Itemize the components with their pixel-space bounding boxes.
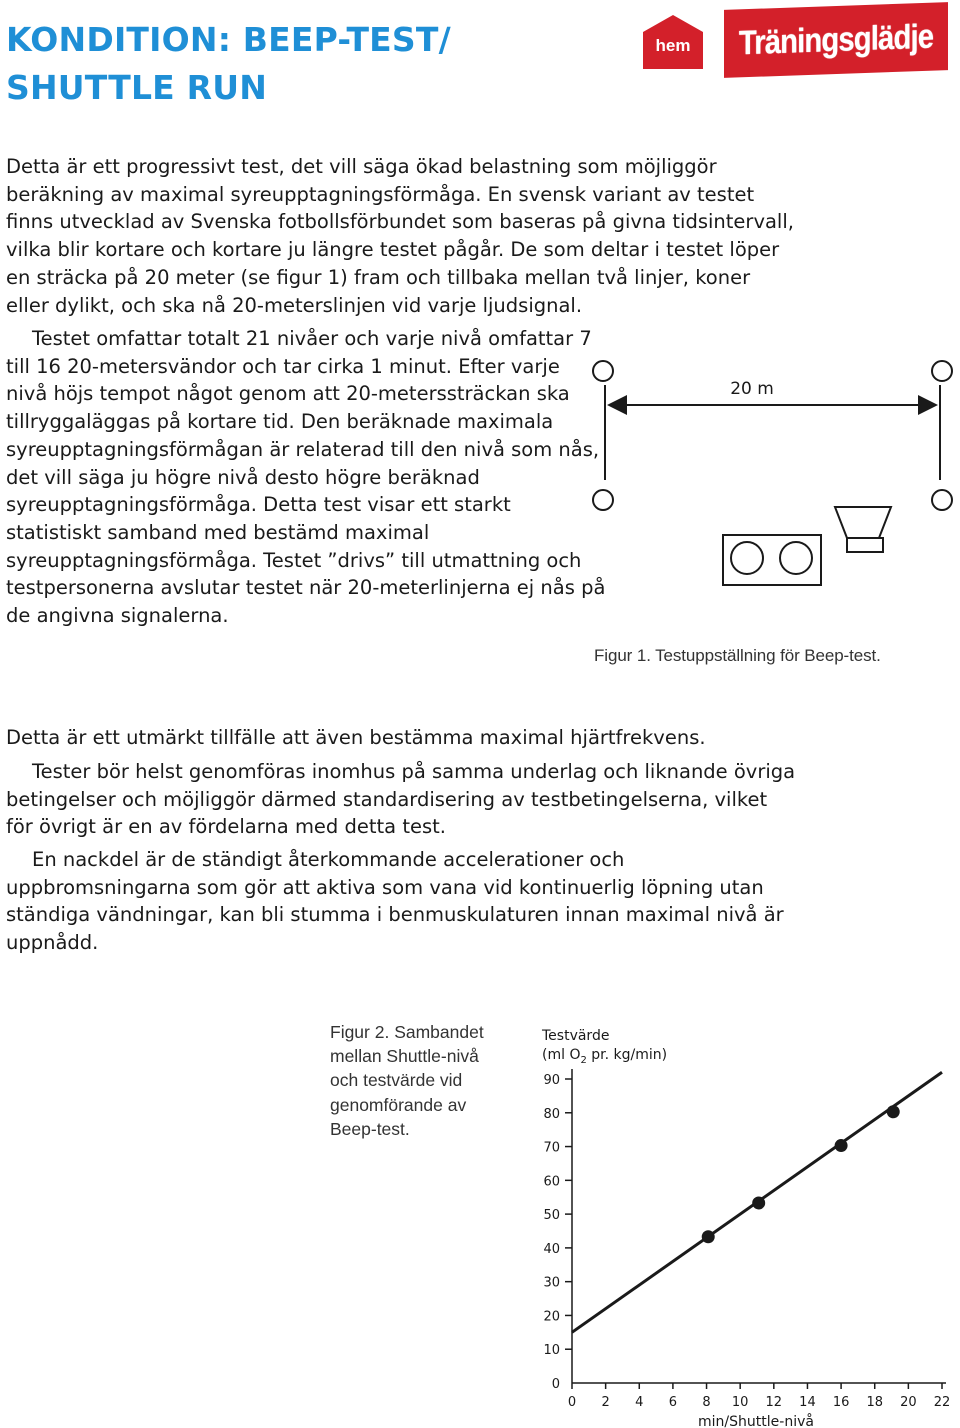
x-tick-label-18: 18 bbox=[866, 1395, 884, 1410]
cone-bottom-right bbox=[932, 490, 952, 510]
x-tick-label-4: 4 bbox=[635, 1395, 644, 1410]
y-tick-label-90: 90 bbox=[543, 1073, 560, 1088]
page-title-line1: KONDITION: BEEP-TEST/ bbox=[6, 20, 451, 59]
figure1-setup-diagram bbox=[585, 350, 960, 590]
y-tick-label-70: 70 bbox=[543, 1140, 560, 1156]
hem-logo bbox=[642, 14, 704, 70]
traningsgladje-logo-text: Träningsglädje bbox=[738, 17, 934, 62]
data-point-3 bbox=[835, 1139, 848, 1152]
levels-paragraph: Testet omfattar totalt 21 nivåer och varje nivå omfattar 7 till 16 20-metersvändor och tar cirka 1 minut. Efter varje nivå höjs tempot något genom att 20-meterssträckan ska tillryggaläggas på kortare tid. Den beräknade maximala syreupptagningsförmågan är relaterad till den nivå som nås, det vill säga ju högre nivå desto högre beräknad syreupptagningsförmåga. Detta test visar ett starkt statistiskt samband med bestämd maximal syreupptagningsförmåga. Testet ”drivs” till utmattning och testpersonerna avslutar testet när 20-meterlinjerna ej nås på de angivna signalerna. bbox=[6, 327, 606, 628]
y-tick-label-20: 20 bbox=[543, 1309, 560, 1325]
loudspeaker-horn-icon bbox=[835, 507, 891, 538]
hem-logo-text: hem bbox=[655, 36, 691, 55]
intro-paragraph: Detta är ett progressivt test, det vill säga ökad belastning som möjliggör beräkning av maximal syreupptagningsförmåga. En svensk variant av testet finns utvecklad av Svenska fotbollsförbundet som baseras på givna tidsintervall, vilka blir kortare och kortare ju längre testet pågår. De som deltar i testet löper en sträcka på 20 meter (se figur 1) fram och tillbaka mellan två linjer, koner eller dylikt, och ska nå 20-meterslinjen vid varje ljudsignal. bbox=[6, 155, 794, 317]
x-tick-label-20: 20 bbox=[900, 1395, 917, 1410]
y-tick-label-0: 0 bbox=[551, 1377, 560, 1392]
x-axis-label: min/Shuttle-nivå bbox=[698, 1414, 814, 1428]
speaker-woofer-left bbox=[731, 542, 763, 574]
page-title-line2: SHUTTLE RUN bbox=[6, 68, 268, 107]
cone-top-left bbox=[593, 361, 613, 381]
y-tick-label-50: 50 bbox=[543, 1208, 560, 1224]
x-tick-label-22: 22 bbox=[933, 1395, 951, 1410]
figure2-caption: Figur 2. Sambandet mellan Shuttle-nivå och testvärde vid genomförande av Beep-test. bbox=[330, 1022, 484, 1139]
speaker-box bbox=[723, 535, 821, 585]
data-point-1 bbox=[702, 1230, 715, 1243]
data-point-4 bbox=[887, 1105, 900, 1118]
figure1-caption: Figur 1. Testuppställning för Beep-test. bbox=[594, 646, 881, 665]
cone-top-right bbox=[932, 361, 952, 381]
y-tick-label-10: 10 bbox=[543, 1343, 560, 1359]
y-tick-label-30: 30 bbox=[543, 1275, 560, 1291]
drawbacks-paragraph: En nackdel är de ständigt återkommande accelerationer och uppbromsningarna som gör att aktiva som vana vid kontinuerlig löpning utan ständiga vändningar, kan bli stumma i benmuskulaturen innan maximal nivå är uppnådd. bbox=[6, 848, 784, 955]
x-tick-label-2: 2 bbox=[601, 1395, 610, 1410]
beep-test-chart bbox=[530, 1020, 960, 1428]
x-tick-label-8: 8 bbox=[702, 1395, 711, 1410]
data-point-2 bbox=[752, 1196, 765, 1209]
distance-label: 20 m bbox=[730, 379, 774, 399]
y-tick-label-40: 40 bbox=[543, 1241, 560, 1257]
y-axis-label-line2: (ml $O_2$ pr. kg/min) bbox=[542, 1047, 668, 1066]
x-tick-label-10: 10 bbox=[731, 1395, 749, 1410]
conditions-paragraph: Tester bör helst genomföras inomhus på samma underlag och liknande övriga betingelser och möjliggör därmed standardisering av testbetingelserna, vilket för övrigt är en av fördelarna med detta test. bbox=[6, 760, 796, 839]
y-tick-label-80: 80 bbox=[543, 1106, 560, 1122]
x-tick-label-14: 14 bbox=[799, 1395, 816, 1410]
y-axis-label-line1: Testvärde bbox=[542, 1028, 610, 1044]
x-tick-label-0: 0 bbox=[567, 1395, 577, 1410]
x-tick-label-6: 6 bbox=[668, 1395, 678, 1410]
speaker-woofer-right bbox=[780, 542, 812, 574]
x-tick-label-12: 12 bbox=[765, 1395, 783, 1410]
traningsgladje-logo bbox=[724, 2, 948, 78]
cone-bottom-left bbox=[593, 490, 613, 510]
loudspeaker-base bbox=[847, 538, 883, 552]
x-tick-label-16: 16 bbox=[832, 1395, 850, 1410]
y-tick-label-60: 60 bbox=[543, 1174, 560, 1190]
heart-rate-paragraph: Detta är ett utmärkt tillfälle att även bestämma maximal hjärtfrekvens. bbox=[6, 726, 706, 749]
page-title bbox=[6, 16, 451, 112]
chart-plot-area bbox=[543, 1069, 950, 1410]
